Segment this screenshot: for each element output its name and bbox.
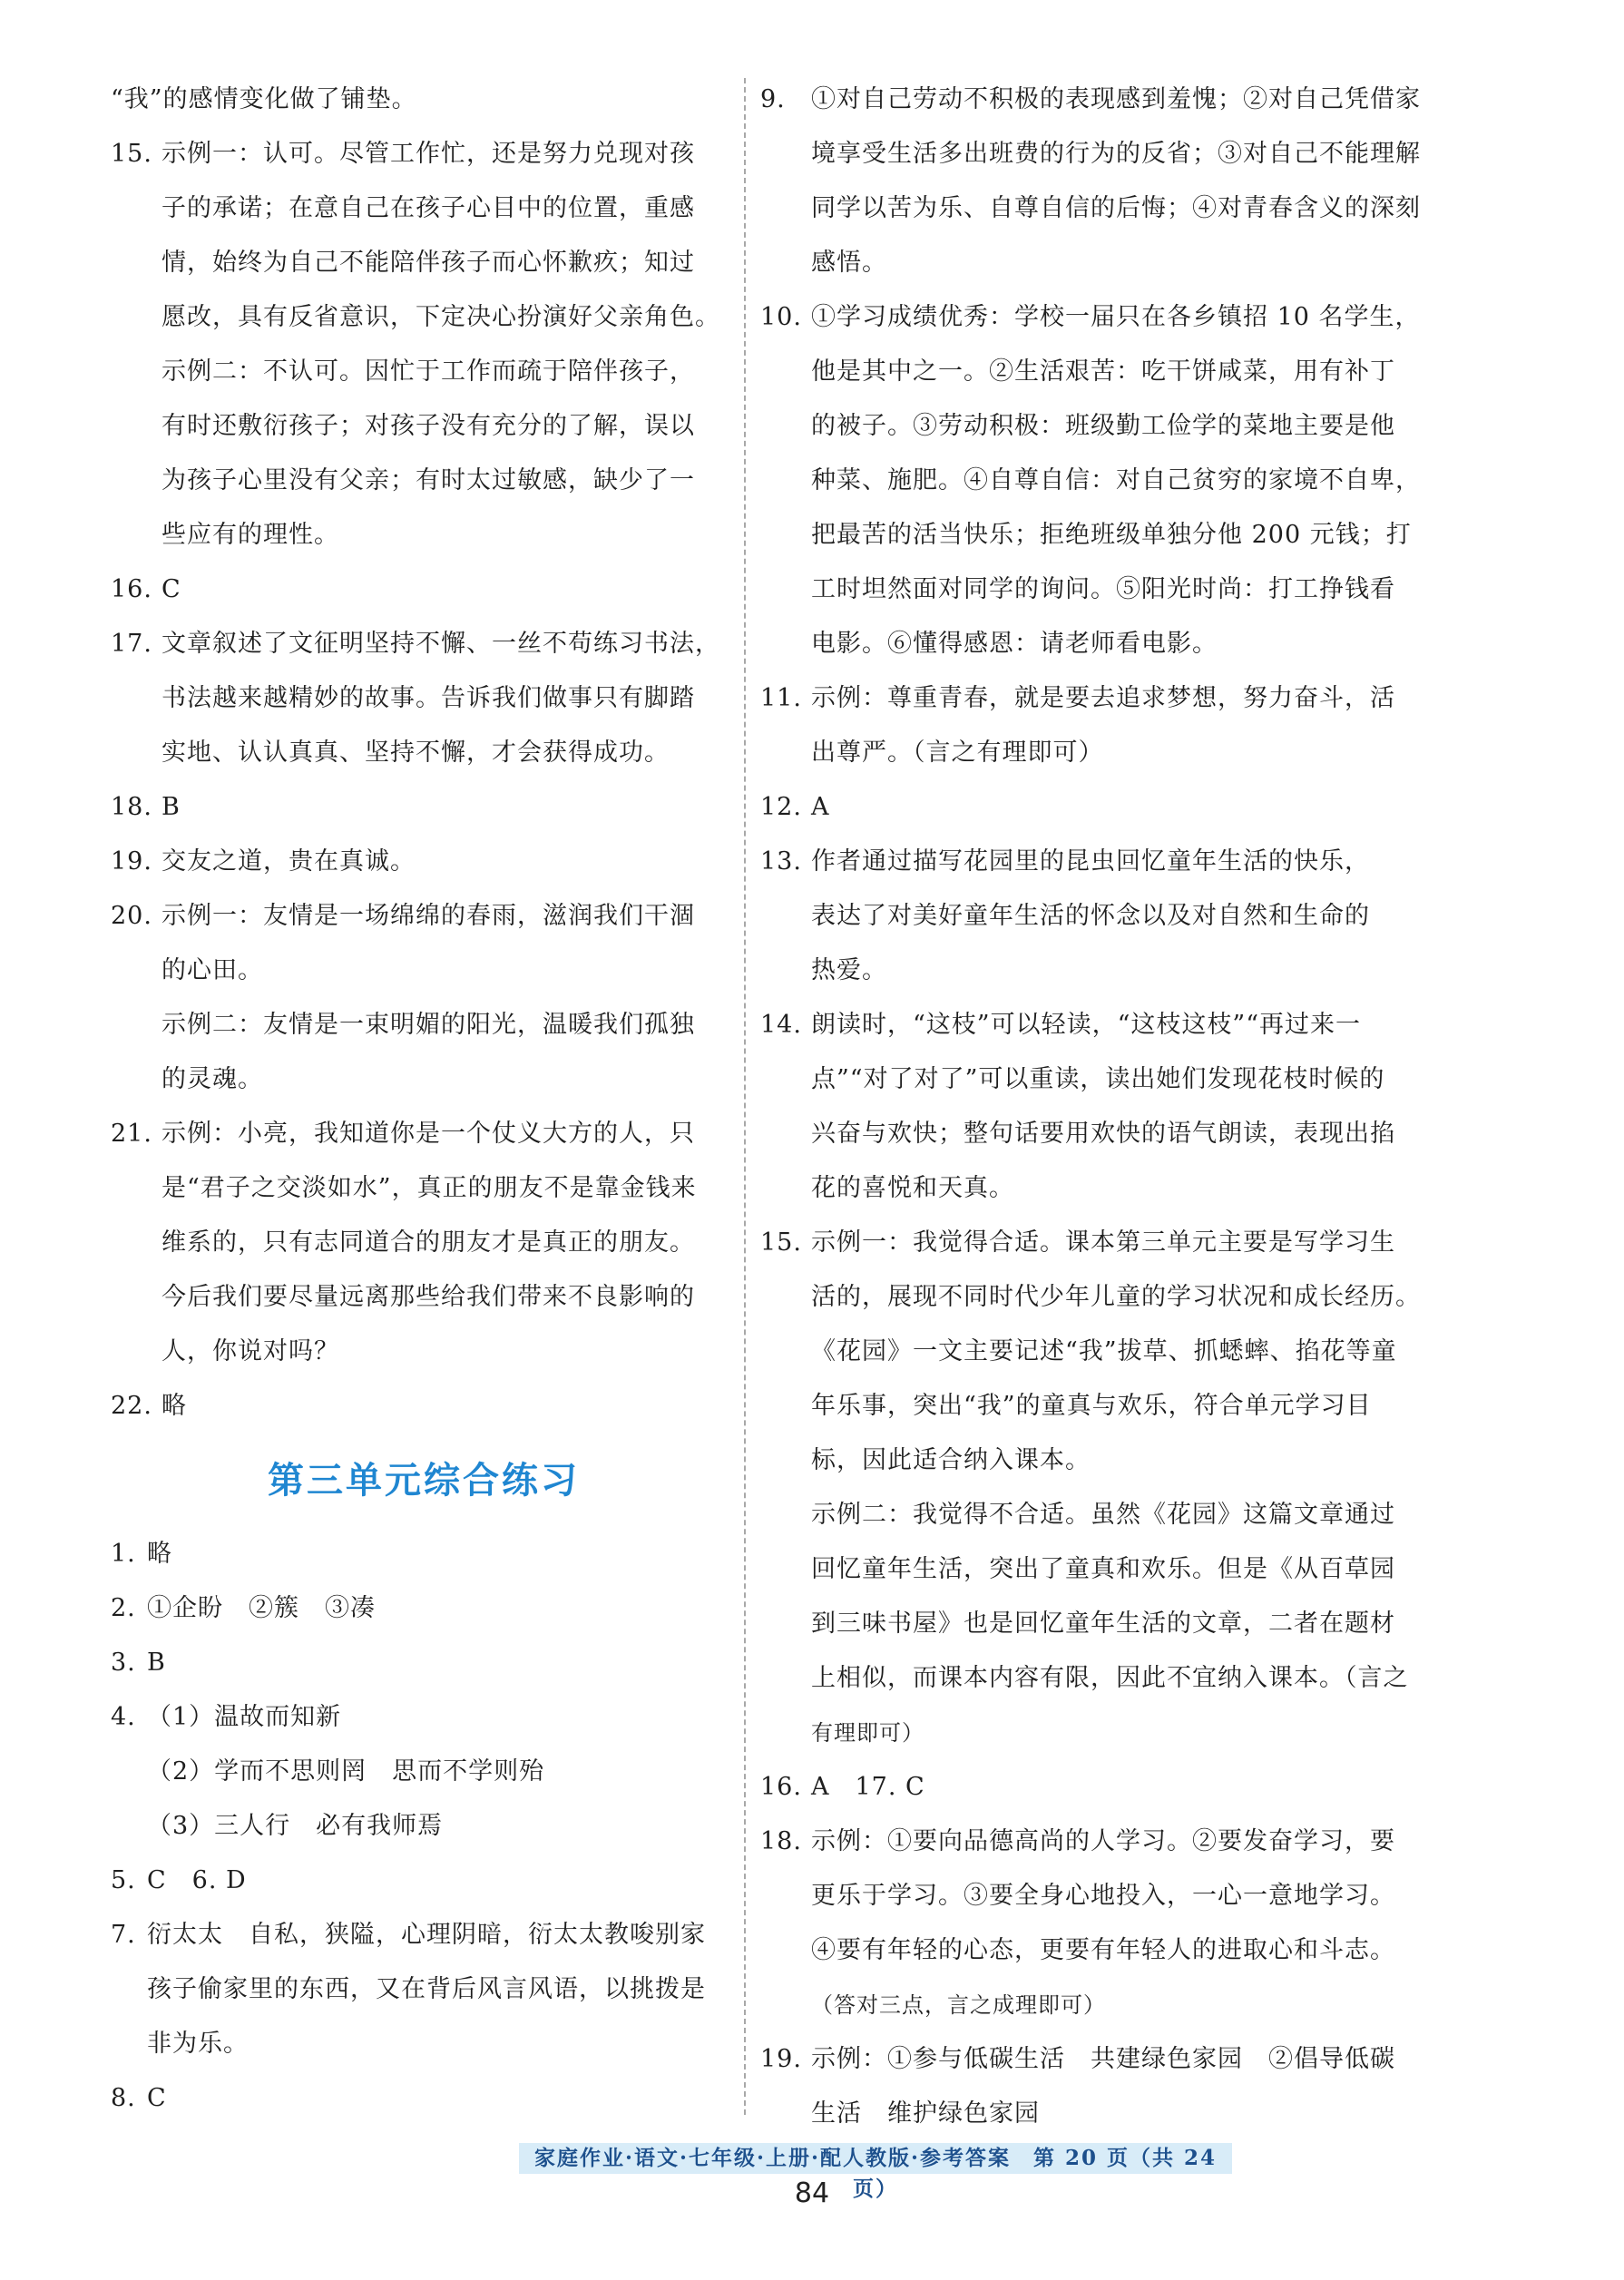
answer-number: 19.: [111, 847, 152, 876]
text-line: 他是其中之一。②生活艰苦：吃干饼咸菜，用有补丁: [811, 357, 1395, 386]
answer-item: [111, 617, 737, 780]
answer-number: 9.: [760, 85, 786, 113]
text-line: 衍太太 自私，狭隘，心理阴暗，衍太太教唆别家: [147, 1921, 706, 1949]
text-line: 热爱。: [811, 956, 887, 984]
text-line: （1）温故而知新: [147, 1703, 342, 1731]
answer-item: [111, 1107, 737, 1379]
text-line: 把最苦的活当快乐；拒绝班级单独分他 200 元钱；打: [811, 521, 1412, 549]
text-line: 出尊严。（言之有理即可）: [811, 739, 1104, 767]
text-line: 示例：①要向品德高尚的人学习。②要发奋学习，要: [811, 1827, 1395, 1855]
answer-number: 21.: [111, 1120, 152, 1148]
answer-item: [760, 671, 1441, 780]
text-line: 电影。⑥懂得感恩：请老师看电影。: [811, 630, 1218, 658]
text-line: 工时坦然面对同学的询问。⑤阳光时尚：打工挣钱看: [811, 575, 1395, 603]
text-line: 上相似，而课本内容有限，因此不宜纳入课本。（言之: [811, 1664, 1409, 1692]
text-line: 示例：小亮，我知道你是一个仗义大方的人，只: [161, 1120, 695, 1148]
answer-item: [760, 290, 1441, 671]
page-number: 84: [794, 2177, 830, 2209]
answer-item: [760, 2032, 1441, 2141]
answer-number: 14.: [760, 1011, 802, 1039]
answer-item: [111, 889, 737, 1107]
answer-item: [760, 1815, 1441, 2032]
left-column: [111, 73, 737, 2126]
text-line: （答对三点，言之成理即可）: [811, 1992, 1106, 2018]
text-line: 活的，展现不同时代少年儿童的学习状况和成长经历。: [811, 1283, 1421, 1311]
answer-text: [161, 1379, 737, 1434]
answer-text: [811, 671, 1441, 780]
answer-number: 12.: [760, 793, 802, 821]
text-line: 生活 维护绿色家园: [811, 2099, 1040, 2128]
text-line: 示例二：我觉得不合适。虽然《花园》这篇文章通过: [811, 1501, 1395, 1529]
text-line: 今后我们要尽量远离那些给我们带来不良影响的: [161, 1283, 695, 1311]
answer-text: [147, 1908, 737, 2071]
answer-number: 1.: [111, 1540, 136, 1568]
text-line: 朗读时，“这枝”可以轻读，“这枝这枝”“再过来一: [811, 1011, 1362, 1039]
answer-number: 4.: [111, 1703, 136, 1731]
text-line: 的被子。③劳动积极：班级勤工俭学的菜地主要是他: [811, 412, 1395, 440]
answer-number: 17.: [111, 630, 152, 658]
answer-item: [111, 1908, 737, 2071]
answer-text: [147, 1527, 737, 1581]
text-line: 境享受生活多出班费的行为的反省；③对自己不能理解: [811, 140, 1421, 168]
answer-number: 8.: [111, 2084, 136, 2112]
text-line: 维系的，只有志同道合的朋友才是真正的朋友。: [161, 1228, 695, 1257]
text-line: “我”的感情变化做了铺垫。: [111, 85, 417, 113]
answer-text: [811, 835, 1441, 998]
text-line: 子的承诺；在意自己在孩子心目中的位置，重感: [161, 194, 695, 222]
text-line: C 6. D: [147, 1866, 247, 1894]
right-column: [760, 73, 1441, 2141]
text-line: 些应有的理性。: [161, 521, 339, 549]
answer-text: [161, 889, 737, 1107]
text-line: B: [161, 793, 181, 821]
answer-text: [161, 835, 737, 889]
answer-number: 11.: [760, 684, 802, 712]
text-line: 种菜、施肥。④自尊自信：对自己贫穷的家境不自卑，: [811, 466, 1421, 494]
text-line: 示例一：认可。尽管工作忙，还是努力兑现对孩: [161, 140, 695, 168]
footer-bar: 家庭作业·语文·七年级·上册·配人教版·参考答案 第 20 页（共 24 页）: [519, 2143, 1232, 2174]
answer-text: [147, 2071, 737, 2126]
answer-text: [161, 617, 737, 780]
answer-item: [760, 73, 1441, 290]
answer-text: [811, 290, 1441, 671]
text-line: 更乐于学习。③要全身心地投入，一心一意地学习。: [811, 1882, 1395, 1910]
text-line: 示例：尊重青春，就是要去追求梦想，努力奋斗，活: [811, 684, 1395, 712]
text-line: ④要有年轻的心态，更要有年轻人的进取心和斗志。: [811, 1936, 1395, 1964]
answer-text: [147, 1854, 737, 1908]
answer-continuation: [111, 73, 737, 127]
text-line: 略: [161, 1392, 187, 1420]
answer-item: [760, 1760, 1441, 1815]
text-line: 为孩子心里没有父亲；有时太过敏感，缺少了一: [161, 466, 695, 494]
answer-number: 5.: [111, 1866, 136, 1894]
text-line: 略: [147, 1540, 172, 1568]
answer-number: 15.: [111, 140, 152, 168]
answer-number: 20.: [111, 902, 152, 930]
answer-item: [760, 835, 1441, 998]
answer-item: [111, 1854, 737, 1908]
text-line: 兴奋与欢快；整句话要用欢快的语气朗读，表现出掐: [811, 1120, 1395, 1148]
answer-text: [161, 780, 737, 835]
answer-item: [111, 127, 737, 563]
text-line: 的灵魂。: [161, 1065, 263, 1093]
text-line: 示例：①参与低碳生活 共建绿色家园 ②倡导低碳: [811, 2045, 1395, 2073]
text-line: 实地、认认真真、坚持不懈，才会获得成功。: [161, 739, 670, 767]
answer-item: [111, 835, 737, 889]
answer-text: [161, 563, 737, 617]
answer-number: 2.: [111, 1594, 136, 1622]
answer-number: 16.: [111, 575, 152, 603]
answer-number: 13.: [760, 847, 802, 876]
text-line: 人，你说对吗？: [161, 1337, 339, 1365]
text-line: 示例一：友情是一场绵绵的春雨，滋润我们干涸: [161, 902, 695, 930]
left-answer-list: [111, 127, 737, 1434]
text-line: 孩子偷家里的东西，又在背后风言风语，以挑拨是: [147, 1975, 706, 2003]
text-line: 示例二：不认可。因忙于工作而疏于陪伴孩子，: [161, 357, 695, 386]
answer-item: [111, 2071, 737, 2126]
answer-item: [111, 1636, 737, 1690]
text-line: 的心田。: [161, 956, 263, 984]
answer-text: [811, 2032, 1441, 2141]
answer-number: 3.: [111, 1649, 136, 1677]
section-answer-list: [111, 1527, 737, 2126]
text-line: 交友之道，贵在真诚。: [161, 847, 416, 876]
text-line: C: [161, 575, 181, 603]
right-answer-list: [760, 73, 1441, 2141]
answer-number: 16.: [760, 1773, 802, 1801]
text-line: 花的喜悦和天真。: [811, 1174, 1014, 1202]
answer-item: [111, 1527, 737, 1581]
text-line: 作者通过描写花园里的昆虫回忆童年生活的快乐，: [811, 847, 1370, 876]
text-line: （2）学而不思则罔 思而不学则殆: [147, 1757, 545, 1786]
answer-text: [147, 1636, 737, 1690]
text-line: B: [147, 1649, 166, 1677]
answer-number: 18.: [111, 793, 152, 821]
answer-text: [147, 1690, 737, 1854]
answer-number: 22.: [111, 1392, 152, 1420]
answer-text: [811, 780, 1441, 835]
answer-number: 19.: [760, 2045, 802, 2073]
text-line: 感悟。: [811, 249, 887, 277]
answer-number: 10.: [760, 303, 802, 331]
text-line: 书法越来越精妙的故事。告诉我们做事只有脚踏: [161, 684, 695, 712]
section-title: 第三单元综合练习: [268, 1460, 580, 1502]
answer-text: [161, 1107, 737, 1379]
answer-item: [111, 1690, 737, 1854]
text-line: 年乐事，突出“我”的童真与欢乐，符合单元学习目: [811, 1392, 1372, 1420]
answer-text: [811, 1216, 1441, 1760]
column-divider: [744, 78, 746, 2115]
answer-number: 15.: [760, 1228, 802, 1257]
answer-text: [161, 127, 737, 563]
text-line: 表达了对美好童年生活的怀念以及对自然和生命的: [811, 902, 1370, 930]
text-line: 《花园》一文主要记述“我”拔草、抓蟋蟀、掐花等童: [811, 1337, 1397, 1365]
text-line: 到三味书屋》也是回忆童年生活的文章，二者在题材: [811, 1610, 1395, 1638]
answer-item: [760, 1216, 1441, 1760]
text-line: 有理即可）: [811, 1720, 925, 1746]
answer-number: 18.: [760, 1827, 802, 1855]
answer-text: [811, 998, 1441, 1216]
text-line: （3）三人行 必有我师焉: [147, 1812, 444, 1840]
text-line: 情，始终为自己不能陪伴孩子而心怀歉疚；知过: [161, 249, 695, 277]
text-line: 标，因此适合纳入课本。: [811, 1446, 1091, 1474]
text-line: ①学习成绩优秀：学校一届只在各乡镇招 10 名学生，: [811, 303, 1421, 331]
text-line: 点”“对了对了”可以重读，读出她们发现花枝时候的: [811, 1065, 1385, 1093]
text-line: 是“君子之交淡如水”，真正的朋友不是靠金钱来: [161, 1174, 697, 1202]
answer-item: [111, 1379, 737, 1434]
text-line: C: [147, 2084, 167, 2112]
text-line: A 17. C: [811, 1773, 925, 1801]
text-line: 文章叙述了文征明坚持不懈、一丝不苟练习书法，: [161, 630, 720, 658]
answer-text: [147, 1581, 737, 1636]
text-line: 示例二：友情是一束明媚的阳光，温暖我们孤独: [161, 1011, 695, 1039]
answer-text: [811, 73, 1441, 290]
text-line: ①企盼 ②簇 ③凑: [147, 1594, 376, 1622]
text-line: ①对自己劳动不积极的表现感到羞愧；②对自己凭借家: [811, 85, 1421, 113]
text-line: 回忆童年生活，突出了童真和欢乐。但是《从百草园: [811, 1555, 1395, 1583]
answer-text: [811, 1760, 1441, 1815]
answer-item: [111, 563, 737, 617]
answer-item: [111, 1581, 737, 1636]
answer-number: 7.: [111, 1921, 136, 1949]
text-line: 示例一：我觉得合适。课本第三单元主要是写学习生: [811, 1228, 1395, 1257]
answer-item: [760, 780, 1441, 835]
text-line: 有时还敷衍孩子；对孩子没有充分的了解，误以: [161, 412, 695, 440]
answer-text: [811, 1815, 1441, 2032]
text-line: A: [811, 793, 830, 821]
text-line: 非为乐。: [147, 2030, 249, 2058]
text-line: 同学以苦为乐、自尊自信的后悔；④对青春含义的深刻: [811, 194, 1421, 222]
text-line: 愿改，具有反省意识，下定决心扮演好父亲角色。: [161, 303, 720, 331]
answer-item: [760, 998, 1441, 1216]
answer-item: [111, 780, 737, 835]
